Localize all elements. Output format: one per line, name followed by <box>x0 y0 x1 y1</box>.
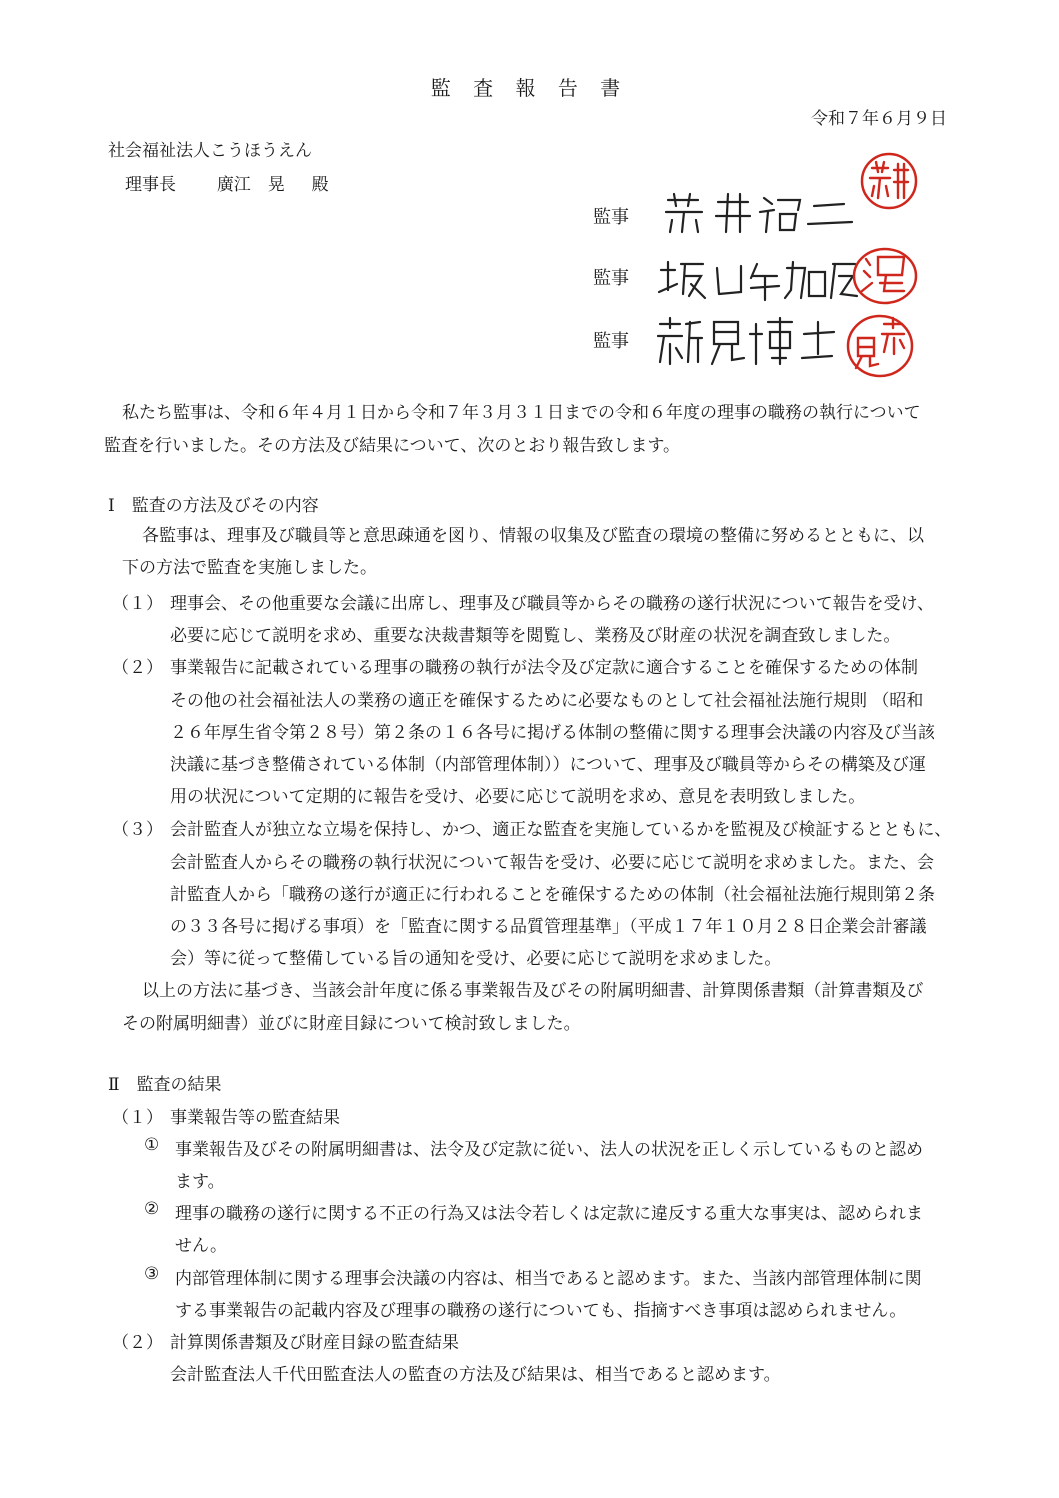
document-title: 監 査 報 告 書 <box>430 76 629 100</box>
result-line: 会計監査法人千代田監査法人の監査の方法及び結果は、相当であると認めます。 <box>170 1365 781 1385</box>
point-line: ます。 <box>175 1172 225 1192</box>
item-number: （１） <box>112 1108 163 1128</box>
report-date: 令和７年６月９日 <box>811 109 947 129</box>
point-mark: ① <box>144 1135 160 1155</box>
item-line: その他の社会福祉法人の業務の適正を確保するために必要なものとして社会福祉法施行規則 （昭和 <box>170 691 924 711</box>
closing-line: 以上の方法に基づき、当該会計年度に係る事業報告及びその附属明細書、計算関係書類（計算書類及び <box>142 981 924 1001</box>
section-heading: Ⅱ 監査の結果 <box>108 1075 222 1095</box>
item-line: 必要に応じて説明を求め、重要な決裁書類等を閲覧し、業務及び財産の状況を調査致しました。 <box>170 626 901 646</box>
section-lead-line: 各監事は、理事及び職員等と意思疎通を図り、情報の収集及び監査の環境の整備に努めるとともに、以 <box>142 526 924 546</box>
personal-seal <box>850 245 920 307</box>
personal-seal <box>844 312 916 380</box>
handwritten-signature <box>660 188 860 238</box>
item-line: ２６年厚生省令第２８号）第２条の１６各号に掲げる体制の整備に関する理事会決議の内容及び当該 <box>170 723 935 743</box>
item-line: 理事会、その他重要な会議に出席し、理事及び職員等からその職務の遂行状況について報告を受け、 <box>170 594 934 614</box>
point-line: 事業報告及びその附属明細書は、法令及び定款に従い、法人の状況を正しく示しているものと認め <box>175 1140 923 1160</box>
recipient-name: 廣江 晃 <box>216 175 285 195</box>
item-line: 会）等に従って整備している旨の通知を受け、必要に応じて説明を求めました。 <box>170 949 782 969</box>
item-line: 会計監査人が独立な立場を保持し、かつ、適正な監査を実施しているかを監視及び検証するとともに、 <box>170 820 952 840</box>
subsection-title: 計算関係書類及び財産目録の監査結果 <box>170 1333 459 1353</box>
auditor-label: 監事 <box>593 207 629 228</box>
recipient-role: 理事長 <box>125 175 176 195</box>
handwritten-signature <box>655 254 860 304</box>
point-line: 内部管理体制に関する理事会決議の内容は、相当であると認めます。また、当該内部管理体制に関 <box>175 1269 922 1289</box>
item-number: （１） <box>112 594 163 614</box>
point-line: せん。 <box>175 1236 228 1256</box>
item-line: 事業報告に記載されている理事の職務の執行が法令及び定款に適合することを確保するための体制 <box>170 658 918 678</box>
point-mark: ③ <box>144 1264 160 1284</box>
recipient-honorific: 殿 <box>311 175 329 195</box>
intro-line: 私たち監事は、令和６年４月１日から令和７年３月３１日までの令和６年度の理事の職務の執行について <box>122 403 921 423</box>
point-mark: ② <box>144 1199 160 1219</box>
handwritten-signature <box>652 314 842 372</box>
point-line: 理事の職務の遂行に関する不正の行為又は法令若しくは定款に違反する重大な事実は、認められま <box>175 1204 923 1224</box>
recipient-line <box>125 170 329 195</box>
subsection-title: 事業報告等の監査結果 <box>170 1108 340 1128</box>
auditor-label: 監事 <box>593 331 629 352</box>
recipient-organization: 社会福祉法人こうほうえん <box>108 141 312 161</box>
intro-line: 監査を行いました。その方法及び結果について、次のとおり報告致します。 <box>104 436 680 456</box>
item-line: 用の状況について定期的に報告を受け、必要に応じて説明を求め、意見を表明致しました。 <box>170 787 866 807</box>
closing-line: その附属明細書）並びに財産目録について検討致しました。 <box>122 1014 581 1034</box>
item-number: （３） <box>112 820 163 840</box>
item-number: （２） <box>112 1333 163 1353</box>
item-line: 計監査人から「職務の遂行が適正に行われることを確保するための体制（社会福祉法施行規則第２条 <box>170 885 935 905</box>
auditor-label: 監事 <box>593 268 629 289</box>
point-line: する事業報告の記載内容及び理事の職務の遂行についても、指摘すべき事項は認められません。 <box>175 1301 907 1321</box>
section-lead-line: 下の方法で監査を実施しました。 <box>122 558 377 578</box>
item-line: 会計監査人からその職務の執行状況について報告を受け、必要に応じて説明を求めました。また、会 <box>170 853 934 873</box>
item-number: （２） <box>112 658 163 678</box>
item-line: 決議に基づき整備されている体制（内部管理体制））について、理事及び職員等からその構築及び運 <box>170 755 926 775</box>
personal-seal <box>858 150 920 212</box>
section-heading: Ⅰ 監査の方法及びその内容 <box>108 496 319 516</box>
item-line: の３３各号に掲げる事項）を「監査に関する品質管理基準」（平成１７年１０月２８日企業会計審議 <box>170 917 927 937</box>
